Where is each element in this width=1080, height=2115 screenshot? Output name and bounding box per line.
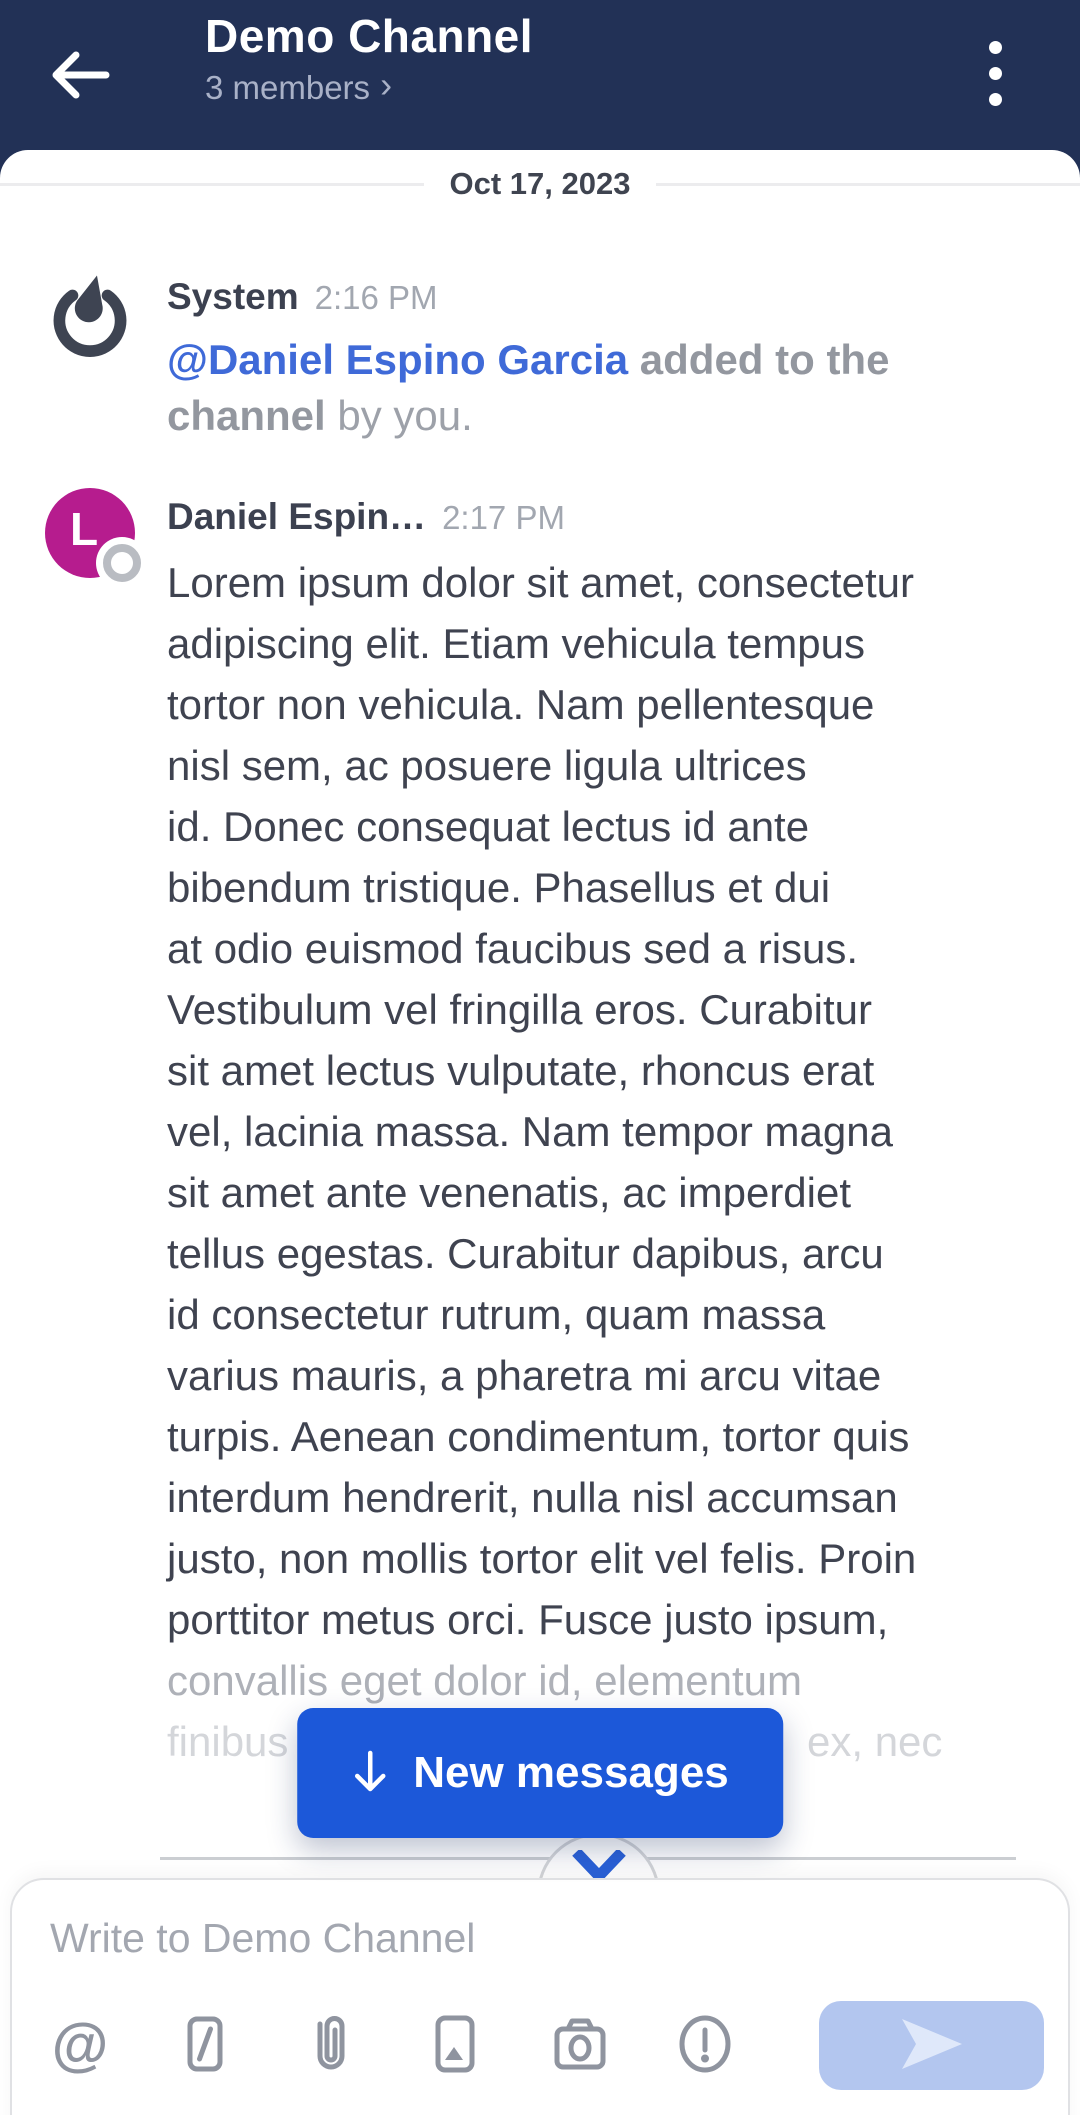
back-button[interactable]: [36, 30, 126, 120]
message-timestamp: 2:16 PM: [314, 279, 438, 316]
message-line: tellus egestas. Curabitur dapibus, arcu: [167, 1230, 884, 1277]
image-icon: [423, 2012, 487, 2079]
system-text-bold-2: channel: [167, 392, 326, 439]
system-message-text: [167, 332, 1044, 444]
channel-titles: [205, 10, 533, 108]
message-line: porttitor metus orci. Fusce justo ipsum,: [167, 1596, 889, 1643]
user-mention-link[interactable]: @Daniel Espino Garcia: [167, 336, 629, 383]
system-avatar[interactable]: [45, 268, 135, 444]
system-text-line-2: [167, 388, 1044, 444]
paperclip-icon: [298, 2012, 362, 2079]
message-line: tortor non vehicula. Nam pellentesque: [167, 681, 875, 728]
mattermost-logo-icon: [45, 268, 135, 364]
message-body-lines: [167, 552, 1044, 1650]
last-line-right-fragment: ex, nec: [807, 1718, 943, 1765]
channel-members-button[interactable]: [205, 64, 533, 108]
message-line-faded: convallis eget dolor id, elementum: [167, 1657, 803, 1704]
message-line: adipiscing elit. Etiam vehicula tempus: [167, 620, 866, 667]
message-line: nisl sem, ac posuere ligula ultrices: [167, 742, 807, 789]
user-avatar[interactable]: [45, 488, 135, 1772]
chevron-right-icon: ›: [380, 64, 393, 105]
at-mention-icon: @: [51, 2012, 109, 2077]
slash-command-icon: [173, 2012, 237, 2079]
message-line: interdum hendrerit, nulla nisl accumsan: [167, 1474, 898, 1521]
new-messages-label: New messages: [413, 1748, 729, 1797]
offline-status-icon: [103, 544, 141, 582]
slash-command-button[interactable]: [173, 2013, 237, 2077]
author-name[interactable]: System: [167, 276, 299, 317]
message-timestamp: 2:17 PM: [442, 499, 565, 536]
add-image-button[interactable]: [423, 2013, 487, 2077]
system-message-content: [167, 268, 1044, 444]
author-name[interactable]: Daniel Espin…: [167, 496, 427, 537]
user-name-row: [167, 496, 1044, 538]
arrow-left-icon: [36, 108, 126, 123]
user-message[interactable]: [0, 488, 1080, 1772]
message-line: id consectetur rutrum, quam massa: [167, 1291, 826, 1338]
message-line: vel, lacinia massa. Nam tempor magna: [167, 1108, 893, 1155]
send-icon: [899, 2017, 965, 2074]
camera-icon: [548, 2012, 612, 2079]
system-text-line-1: [167, 332, 1044, 388]
message-line: bibendum tristique. Phasellus et dui: [167, 864, 831, 911]
member-count-label: 3 members: [205, 69, 371, 106]
date-divider: [0, 150, 1080, 218]
arrow-down-icon: [351, 1748, 389, 1799]
kebab-vertical-icon: [989, 41, 1002, 106]
message-line: justo, non mollis tortor elit vel felis. Proin: [167, 1535, 917, 1582]
message-line: turpis. Aenean condimentum, tortor quis: [167, 1413, 910, 1460]
message-priority-button[interactable]: [673, 2013, 737, 2077]
send-button[interactable]: [819, 2001, 1044, 2090]
user-message-content: [167, 488, 1044, 1772]
date-divider-label: Oct 17, 2023: [449, 166, 631, 201]
attach-file-button[interactable]: [298, 2013, 362, 2077]
avatar[interactable]: [45, 488, 135, 578]
at-mention-button[interactable]: [48, 2013, 112, 2077]
message-line: Lorem ipsum dolor sit amet, consectetur: [167, 559, 914, 606]
message-composer: [10, 1878, 1070, 2115]
message-line: Vestibulum vel fringilla eros. Curabitur: [167, 986, 872, 1033]
channel-title: Demo Channel: [205, 10, 534, 62]
system-text-regular: by you.: [325, 392, 473, 439]
system-message[interactable]: [0, 268, 1080, 444]
last-line-left-fragment: finibus: [167, 1718, 289, 1765]
message-line: id. Donec consequat lectus id ante: [167, 803, 810, 850]
message-line: sit amet ante venenatis, ac imperdiet: [167, 1169, 852, 1216]
composer-toolbar: [12, 1998, 1068, 2092]
channel-menu-button[interactable]: [955, 28, 1035, 118]
system-name-row: [167, 276, 1044, 318]
system-text-bold: added to the: [628, 336, 890, 383]
message-line: varius mauris, a pharetra mi arcu vitae: [167, 1352, 882, 1399]
divider-line-right: [656, 183, 1080, 186]
avatar-initial: L: [69, 503, 99, 555]
message-line: sit amet lectus vulputate, rhoncus erat: [167, 1047, 875, 1094]
message-line: at odio euismod faucibus sed a risus.: [167, 925, 859, 972]
new-messages-toast[interactable]: [297, 1708, 783, 1838]
priority-icon: [673, 2012, 737, 2079]
message-input[interactable]: [48, 1914, 952, 1963]
camera-button[interactable]: [548, 2013, 612, 2077]
divider-line-left: [0, 183, 424, 186]
